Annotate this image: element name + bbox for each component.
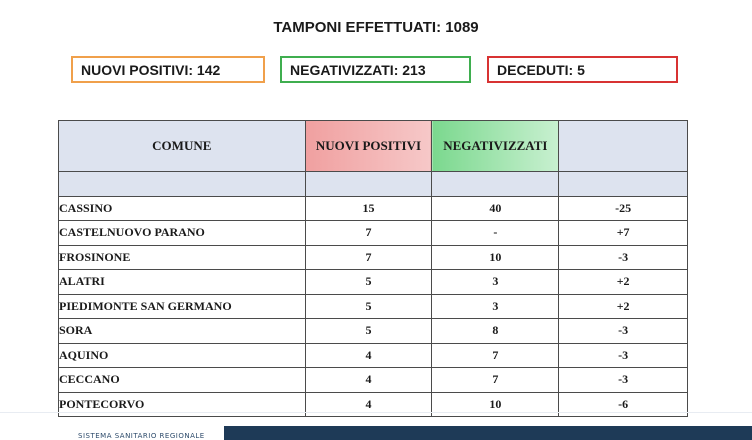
table-row (59, 196, 688, 221)
cell-positives: 5 (305, 319, 432, 344)
cell-negatives: 3 (432, 270, 559, 295)
cell-negatives: 7 (432, 368, 559, 393)
footer-text: SISTEMA SANITARIO REGIONALE (78, 432, 205, 440)
cell-comune: CASTELNUOVO PARANO (59, 221, 306, 246)
cell-positives: 4 (305, 368, 432, 393)
cell-negatives: 10 (432, 245, 559, 270)
table-row (59, 221, 688, 246)
negatives-box: NEGATIVIZZATI: 213 (280, 56, 471, 83)
table-header-row (59, 121, 688, 172)
table-row (59, 343, 688, 368)
cell-difference: -3 (559, 368, 688, 393)
spacer-cell (59, 172, 306, 197)
cell-comune: PONTECORVO (59, 392, 306, 417)
cell-difference: +2 (559, 294, 688, 319)
cell-comune: FROSINONE (59, 245, 306, 270)
cell-difference: +7 (559, 221, 688, 246)
cell-difference: +2 (559, 270, 688, 295)
cell-comune: ALATRI (59, 270, 306, 295)
cell-difference: -3 (559, 319, 688, 344)
cell-negatives: - (432, 221, 559, 246)
cell-negatives: 40 (432, 196, 559, 221)
table-row (59, 245, 688, 270)
cell-positives: 15 (305, 196, 432, 221)
page-title: TAMPONI EFFETTUATI: 1089 (273, 19, 479, 36)
cell-negatives: 8 (432, 319, 559, 344)
cell-comune: SORA (59, 319, 306, 344)
cell-negatives: 3 (432, 294, 559, 319)
spacer-cell (432, 172, 559, 197)
deaths-box: DECEDUTI: 5 (487, 56, 678, 83)
cell-comune: CASSINO (59, 196, 306, 221)
cell-positives: 7 (305, 245, 432, 270)
cell-difference: -3 (559, 245, 688, 270)
header-negatives: NEGATIVIZZATI (432, 121, 559, 172)
municipality-table (58, 120, 688, 417)
cell-comune: PIEDIMONTE SAN GERMANO (59, 294, 306, 319)
table-row (59, 368, 688, 393)
cell-positives: 7 (305, 221, 432, 246)
table-spacer (59, 172, 688, 197)
header-comune: COMUNE (59, 121, 306, 172)
cell-difference: -25 (559, 196, 688, 221)
cell-difference: -3 (559, 343, 688, 368)
table-row (59, 319, 688, 344)
footer-divider (0, 412, 752, 413)
cell-positives: 5 (305, 270, 432, 295)
footer-bar (224, 426, 752, 440)
spacer-cell (305, 172, 432, 197)
cell-positives: 5 (305, 294, 432, 319)
cell-comune: CECCANO (59, 368, 306, 393)
header-difference (559, 121, 688, 172)
table-row (59, 294, 688, 319)
spacer-cell (559, 172, 688, 197)
cell-difference: -6 (559, 392, 688, 417)
cell-negatives: 7 (432, 343, 559, 368)
header-new-positives: NUOVI POSITIVI (305, 121, 432, 172)
new-positives-box: NUOVI POSITIVI: 142 (71, 56, 265, 83)
cell-positives: 4 (305, 343, 432, 368)
cell-positives: 4 (305, 392, 432, 417)
cell-negatives: 10 (432, 392, 559, 417)
cell-comune: AQUINO (59, 343, 306, 368)
table-row (59, 270, 688, 295)
